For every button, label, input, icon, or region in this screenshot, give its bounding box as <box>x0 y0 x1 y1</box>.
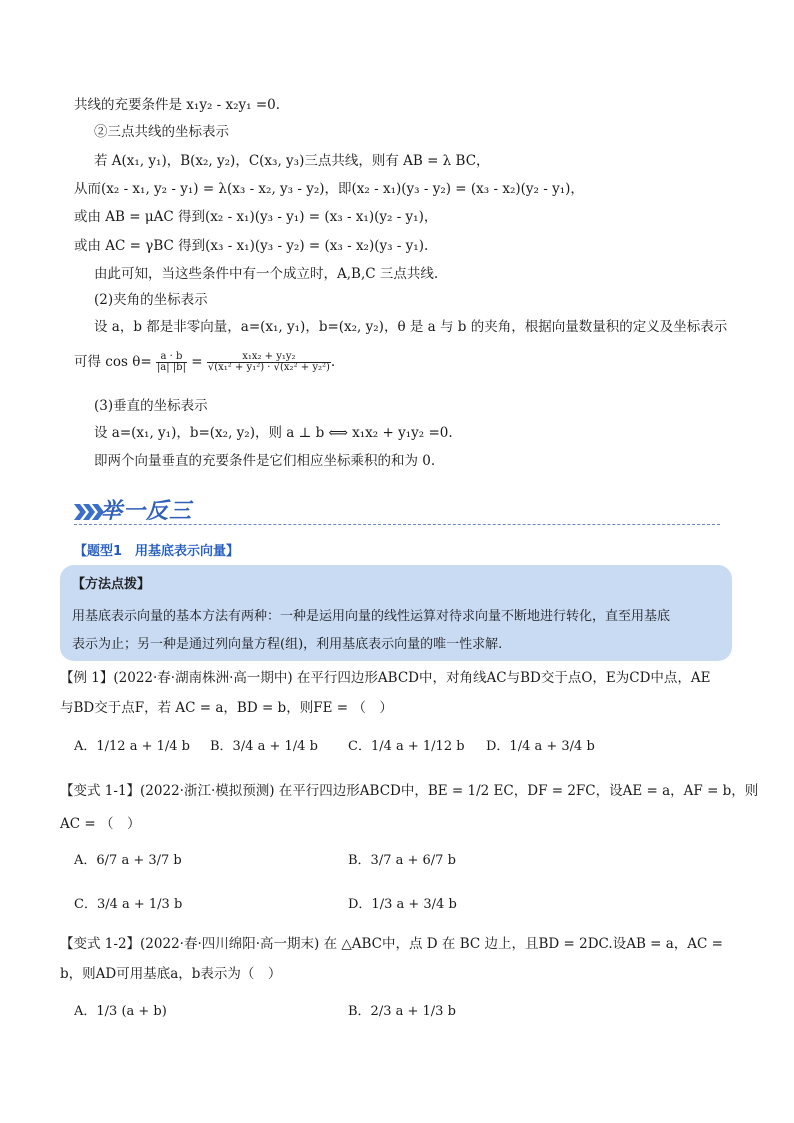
text-line-therefore: 从而(x₂ - x₁, y₂ - y₁) = λ(x₃ - x₂, y₃ - y₂)，即(x₂ - x₁)(y₃ - y₂) = (x₃ - x₂)(y₂ - y₁)， <box>74 181 584 197</box>
method-paragraph-1: 用基底表示向量的基本方法有两种：一种是运用向量的线性运算对待求向量不断地进行转化，直至用基底 <box>72 609 671 624</box>
method-heading: 【方法点拨】 <box>72 577 151 592</box>
text-line-conclusion: 由此可知，当这些条件中有一个成立时，A,B,C 三点共线. <box>94 266 439 282</box>
example1-option-c[interactable]: C．1/4 a + 1/12 b <box>348 739 465 754</box>
variant11-line-1: 【变式 1-1】(2022·浙江·模拟预测) 在平行四边形ABCD中，BE = 1/2 EC，DF = 2FC，设AE = a，AF = b，则 <box>60 783 759 799</box>
text-line-angle-heading: (2)夹角的坐标表示 <box>94 292 208 308</box>
method-box <box>60 565 732 661</box>
variant11-line-2: AC = （ ） <box>60 816 141 832</box>
cos-label: 可得 cos θ= <box>74 354 152 370</box>
text-line-angle-setup: 设 a，b 都是非零向量，a=(x₁, y₁)，b=(x₂, y₂)，θ 是 a 与 b 的夹角，根据向量数量积的定义及坐标表示 <box>94 319 728 335</box>
cos-numerator-right: x₁x₂ + y₁y₂ <box>207 352 331 363</box>
text-line-collinear-condition: 共线的充要条件是 x₁y₂ - x₂y₁ =0. <box>74 97 281 113</box>
variant11-option-b[interactable]: B．3/7 a + 6/7 b <box>348 853 456 868</box>
section-divider <box>74 524 720 525</box>
variant12-option-b[interactable]: B．2/3 a + 1/3 b <box>348 1004 456 1019</box>
example1-line-1: 【例 1】(2022·春·湖南株洲·高一期中) 在平行四边形ABCD中，对角线AC与BD交于点O，E为CD中点，AE <box>60 670 711 686</box>
example1-option-a[interactable]: A．1/12 a + 1/4 b <box>74 739 190 754</box>
variant11-option-a[interactable]: A．6/7 a + 3/7 b <box>74 853 182 868</box>
variant12-line-1: 【变式 1-2】(2022·春·四川绵阳·高一期末) 在 △ABC中，点 D 在 BC 边上，且BD = 2DC.设AB = a，AC = <box>60 936 723 952</box>
variant12-option-a[interactable]: A．1/3 (a + b) <box>74 1004 167 1019</box>
cos-numerator-left: a · b <box>156 352 187 363</box>
example1-option-b[interactable]: B．3/4 a + 1/4 b <box>210 739 318 754</box>
method-paragraph-2: 表示为止；另一种是通过列向量方程(组)，利用基底表示向量的唯一性求解. <box>72 637 503 652</box>
cos-fraction-left <box>156 352 187 373</box>
text-line-three-points-heading: ②三点共线的坐标表示 <box>94 124 229 140</box>
variant12-line-2: b，则AD可用基底a，b表示为（ ） <box>60 966 282 982</box>
example1-line-2: 与BD交于点F，若 AC = a，BD = b，则FE = （ ） <box>60 700 393 716</box>
text-line-perp-heading: (3)垂直的坐标表示 <box>94 398 208 414</box>
cos-formula: 可得 cos θ= $\frac{a \cdot b}{|a| |b|}$ = $\frac{\text{x₁x₂ + y₁y₂}}{\text{√(x₁² + y₁²) · √(x₂² + y₂²)}}$ . <box>74 351 336 373</box>
cos-denominator-right: √(x₁² + y₁²) · √(x₂² + y₂²) <box>207 362 330 373</box>
text-line-perp-conclusion: 即两个向量垂直的充要条件是它们相应坐标乘积的和为 0. <box>94 453 436 469</box>
variant11-option-c[interactable]: C．3/4 a + 1/3 b <box>74 897 183 912</box>
cos-denominator-left: |a| |b| <box>156 362 186 373</box>
cos-fraction-right <box>207 352 331 373</box>
text-line-or-mu: 或由 AB = μAC 得到(x₂ - x₁)(y₃ - y₁) = (x₃ - x₁)(y₂ - y₁)， <box>74 209 438 225</box>
text-line-three-points-if: 若 A(x₁, y₁)，B(x₂, y₂)，C(x₃, y₃)三点共线，则有 AB = λ BC， <box>94 153 490 169</box>
type1-title: 【题型1 用基底表示向量】 <box>74 544 240 559</box>
text-line-or-gamma: 或由 AC = γBC 得到(x₃ - x₁)(y₃ - y₂) = (x₃ - x₂)(y₃ - y₁). <box>74 238 429 254</box>
variant11-option-d[interactable]: D．1/3 a + 3/4 b <box>348 897 457 912</box>
text-line-perp-condition: 设 a=(x₁, y₁)，b=(x₂, y₂)，则 a ⊥ b ⟺ x₁x₂ + y₁y₂ =0. <box>94 425 453 441</box>
section-banner-title: 举一反三 <box>100 499 193 524</box>
example1-option-d[interactable]: D．1/4 a + 3/4 b <box>486 739 595 754</box>
